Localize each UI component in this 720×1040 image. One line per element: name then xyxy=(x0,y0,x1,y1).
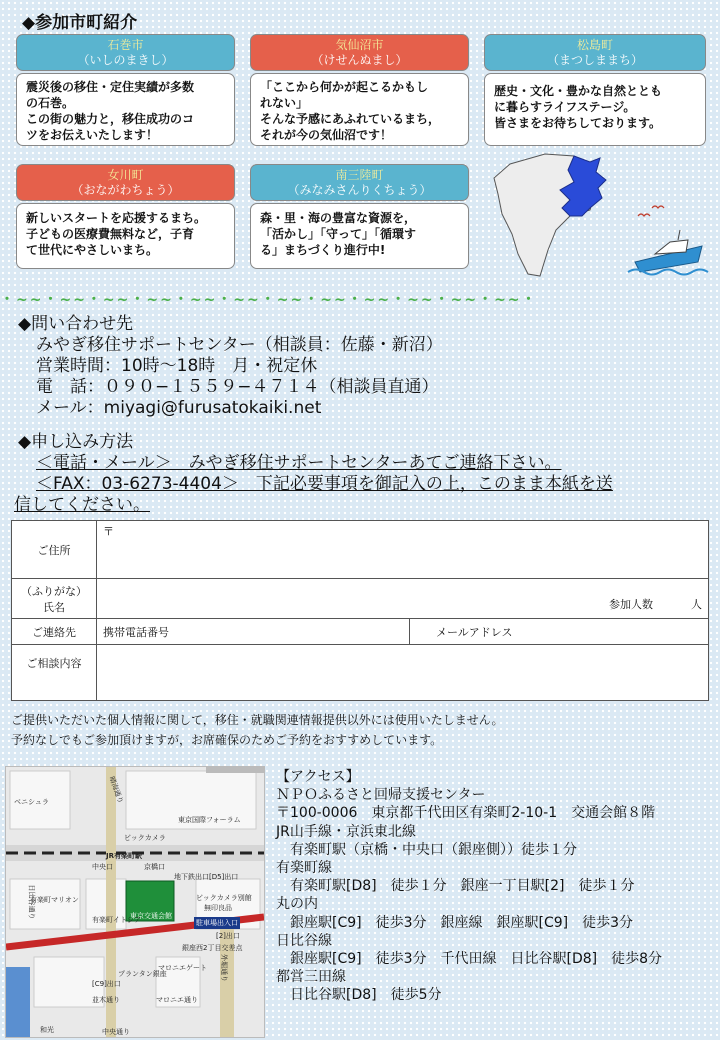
access-org: ＮＰＯふるさと回帰支援センター xyxy=(276,787,486,804)
access-info xyxy=(276,768,662,1005)
mobile-label: 携帯電話番号 xyxy=(103,625,169,639)
address-label: ご住所 xyxy=(12,521,97,579)
town-desc-onagawa xyxy=(16,203,235,269)
desc-line: れない」 xyxy=(260,96,309,110)
map-label: [C9]出口 xyxy=(92,980,121,988)
participants-label: 参加人数 xyxy=(609,598,653,611)
apply-phone-email: ＜電話・メール＞ みやぎ移住サポートセンターあてご連絡下さい。 xyxy=(36,453,562,473)
note-reservation: 予約なしでもご参加頂けますが，お席確保のためご予約をおすすめしています。 xyxy=(11,733,443,747)
seagulls xyxy=(638,206,664,216)
access-line: 日比谷駅[D8] 徒歩5分 xyxy=(290,987,442,1004)
desc-line: この街の魅力と，移住成功のコ xyxy=(26,112,195,126)
desc-line: 新しいスタートを応援するまち。 xyxy=(26,211,207,225)
town-kana: （まつしままち） xyxy=(546,53,643,67)
desc-line: 震災後の移住・定住実績が多数 xyxy=(26,80,195,94)
apply-fax: ＜FAX：03-6273-4404＞ 下記必要事項を御記入の上，このまま本紙を送 xyxy=(36,474,613,494)
map-label: マロニエゲート xyxy=(158,964,207,972)
desc-line: て世代にやさしいまち。 xyxy=(26,243,159,257)
desc-line: 「活かし」「守って」「循環す xyxy=(260,227,417,241)
contact-label: ご連絡先 xyxy=(12,619,97,645)
contact-section xyxy=(18,314,443,419)
map-label: 中央通り xyxy=(102,1028,130,1036)
town-kana: （みなみさんりくちょう） xyxy=(287,183,432,197)
map-label: 日比谷通り xyxy=(27,884,36,920)
consult-field[interactable] xyxy=(97,645,709,701)
town-header-matsushima xyxy=(484,34,706,71)
town-name: 石巻市 xyxy=(107,38,144,52)
access-line: 丸の内 xyxy=(276,896,318,913)
desc-line: に暮らすライフステージ。 xyxy=(494,100,636,114)
postal-mark: 〒 xyxy=(103,525,114,538)
desc-line: 森・里・海の豊富な資源を， xyxy=(260,211,417,225)
map-label: 有楽町イトシア xyxy=(92,916,141,924)
map-label: 駐車場出入口 xyxy=(196,919,238,927)
access-line: 銀座駅[C9] 徒歩3分 銀座線 銀座駅[C9] 徒歩3分 xyxy=(290,914,634,931)
desc-line: 子どもの医療費無料など，子育 xyxy=(26,227,195,241)
boat-icon xyxy=(635,230,702,272)
map-label: 京橋口 xyxy=(144,863,165,871)
map-label: 晴海通り xyxy=(107,775,125,805)
map-label: プランタン銀座 xyxy=(118,970,167,978)
desc-line: る」まちづくり進行中! xyxy=(260,243,386,257)
email-label: メールアドレス xyxy=(436,625,513,639)
access-title: 【アクセス】 xyxy=(276,769,360,785)
map-label: 地下鉄出口[D5]出口 xyxy=(174,873,239,881)
consult-label: ご相談内容 xyxy=(12,645,97,701)
wave-divider: ・~~・~~・~~・~~・~~・~~・~~・~~・~~・~~・~~・~~・ xyxy=(0,292,538,308)
furigana-label: （ふりがな） xyxy=(21,584,87,598)
map-label: 外堀通り xyxy=(220,954,228,982)
access-line: JR山手線・京浜東北線 xyxy=(276,823,416,840)
town-desc-minamisanriku xyxy=(250,203,469,269)
town-name: 南三陸町 xyxy=(335,168,384,182)
apply-section xyxy=(14,432,613,516)
contact-phone[interactable]: 電 話：０９０−１５５９−４７１４（相談員直通） xyxy=(36,377,439,397)
map-label: 東京国際フォーラム xyxy=(178,816,241,824)
town-desc-kesennuma xyxy=(250,73,469,146)
map-label: ビックカメラ別館 xyxy=(196,894,252,902)
name-label-text: 氏名 xyxy=(43,600,65,614)
town-name: 松島町 xyxy=(576,38,613,52)
access-line: 有楽町駅[D8] 徒歩１分 銀座一丁目駅[2] 徒歩１分 xyxy=(290,878,635,895)
town-header-onagawa xyxy=(16,164,235,201)
map-label: ビックカメラ xyxy=(124,834,166,842)
name-label xyxy=(12,579,97,619)
desc-line: ツをお伝えいたします！ xyxy=(26,128,159,142)
access-line: 都営三田線 xyxy=(276,969,346,986)
section-title-towns: ◆参加市町紹介 xyxy=(22,13,138,33)
access-map xyxy=(5,766,265,1038)
map-label: [2]出口 xyxy=(216,932,240,940)
contact-email[interactable]: メール：miyagi@furusatokaiki.net xyxy=(36,398,322,418)
application-form xyxy=(11,520,709,701)
town-kana: （いしのまきし） xyxy=(77,53,174,67)
town-name: 気仙沼市 xyxy=(335,38,384,52)
desc-line: の石巻。 xyxy=(26,96,75,110)
access-line: 銀座駅[C9] 徒歩3分 千代田線 日比谷駅[D8] 徒歩8分 xyxy=(290,951,663,968)
map-label: 和光 xyxy=(40,1026,54,1034)
map-label: 中央口 xyxy=(92,863,113,871)
name-field[interactable] xyxy=(97,579,709,619)
map-label: 並木通り xyxy=(92,996,120,1004)
map-label: 銀座西2丁目交差点 xyxy=(182,944,243,952)
map-label: 有楽町マリオン xyxy=(30,896,79,904)
mobile-field[interactable] xyxy=(97,619,410,645)
town-kana: （おながわちょう） xyxy=(71,183,180,197)
email-field[interactable] xyxy=(410,619,709,645)
desc-line: 皆さまをお待ちしております。 xyxy=(494,116,662,130)
desc-line: 「ここから何かが起こるかもし xyxy=(260,80,429,94)
access-line: 有楽町駅（京橋・中央口（銀座側））徒歩１分 xyxy=(290,841,577,858)
privacy-notes xyxy=(11,710,503,750)
access-line: 日比谷線 xyxy=(276,932,332,949)
map-label: マロニエ通り xyxy=(156,996,198,1004)
town-kana: （けせんぬまし） xyxy=(311,53,408,67)
address-field[interactable] xyxy=(97,521,709,579)
desc-line: そんな予感にあふれているまち， xyxy=(260,112,441,126)
map-label: 東京交通会館 xyxy=(130,912,172,920)
access-address: 〒100-0006 東京都千代田区有楽町2-10-1 交通会館８階 xyxy=(276,805,656,822)
town-header-ishinomaki xyxy=(16,34,235,71)
desc-line: それが今の気仙沼です！ xyxy=(260,128,393,142)
contact-title: ◆問い合わせ先 xyxy=(18,314,134,334)
access-line: 有楽町線 xyxy=(276,860,332,877)
hibiya-street xyxy=(6,967,30,1037)
apply-fax-cont: 信してください。 xyxy=(14,495,150,515)
map-label: JR有楽町駅 xyxy=(106,852,142,860)
participants-unit: 人 xyxy=(691,598,702,611)
town-desc-matsushima xyxy=(484,73,706,146)
town-name: 女川町 xyxy=(107,168,144,182)
apply-title: ◆申し込み方法 xyxy=(18,432,134,452)
note-privacy: ご提供いただいた個人情報に関して，移住・就職関連情報提供以外には使用いたしません。 xyxy=(11,713,504,727)
miyagi-map-illustration xyxy=(490,150,715,280)
desc-line: 歴史・文化・豊かな自然ととも xyxy=(494,84,663,98)
contact-center-name: みやぎ移住サポートセンター（相談員：佐藤・新沼） xyxy=(36,335,443,355)
town-desc-ishinomaki xyxy=(16,73,235,146)
map-label: ベニシュラ xyxy=(14,798,49,806)
town-header-minamisanriku xyxy=(250,164,469,201)
map-label: 無印良品 xyxy=(204,904,232,912)
contact-hours: 営業時間：10時～18時 月・祝定休 xyxy=(36,356,318,376)
town-header-kesennuma xyxy=(250,34,469,71)
